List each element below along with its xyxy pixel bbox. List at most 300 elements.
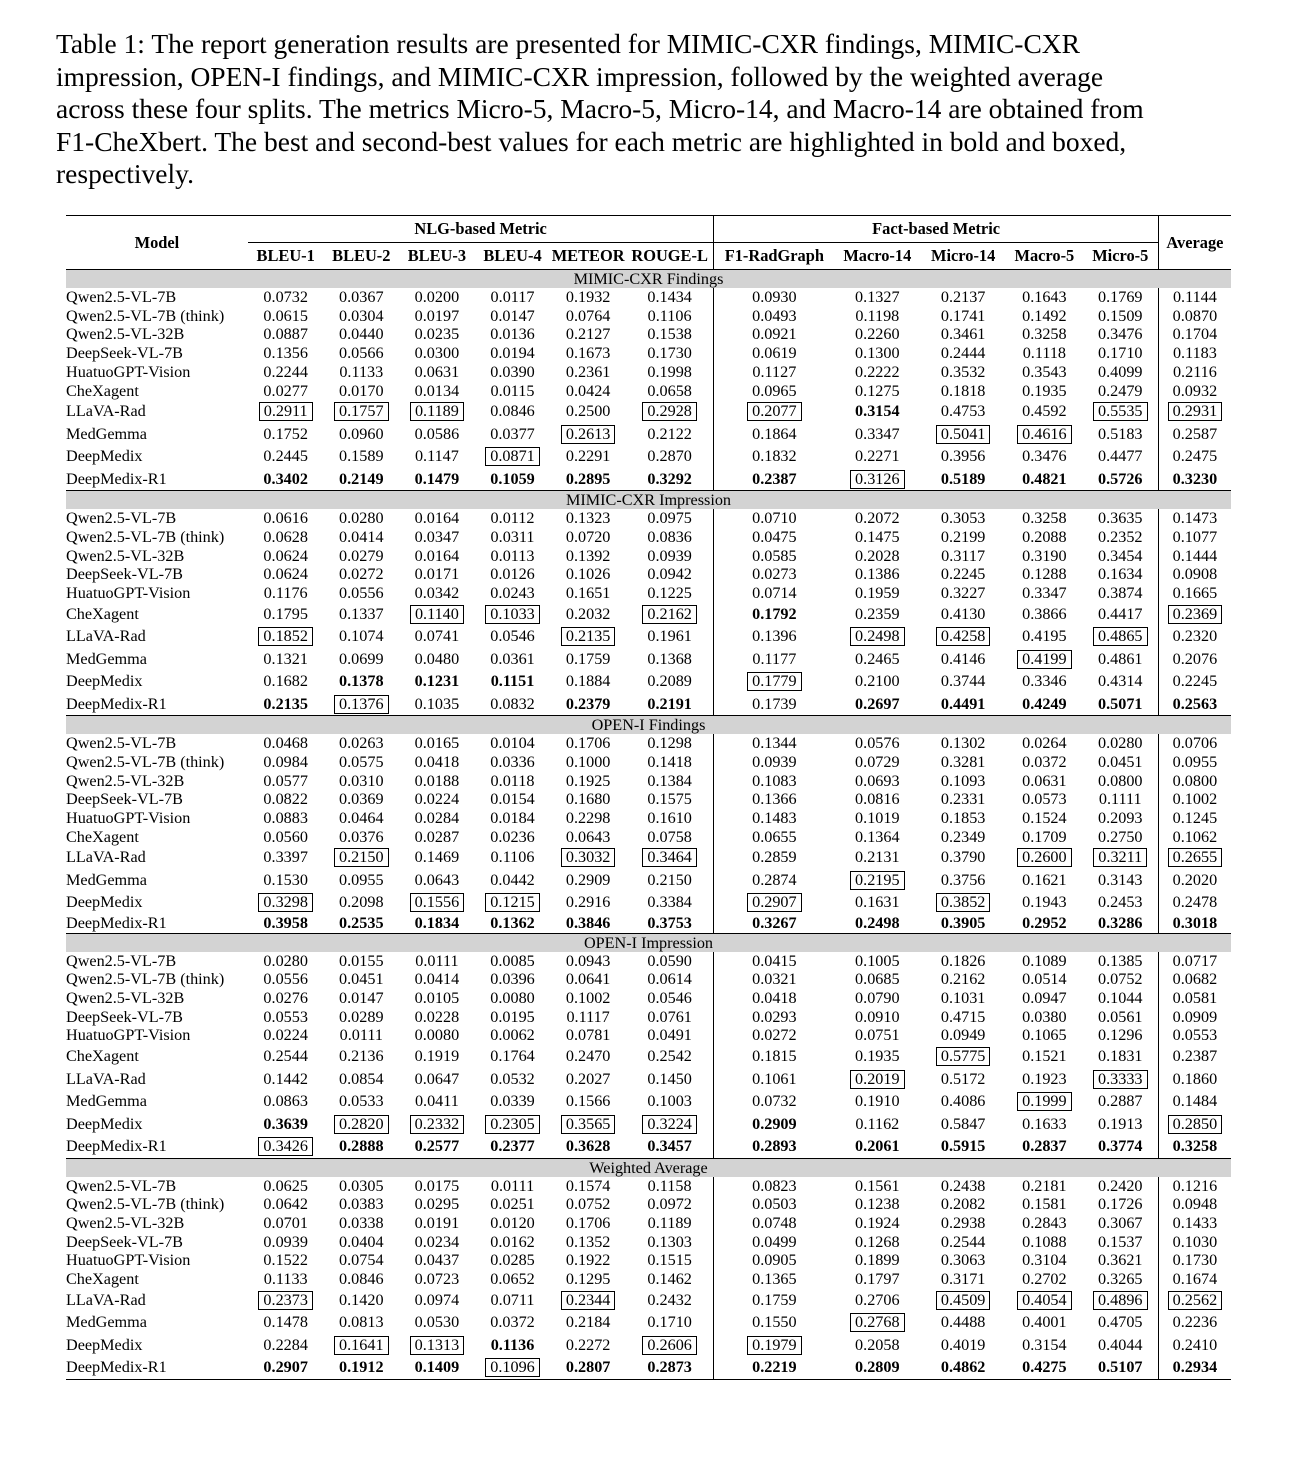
bold-value: 0.1362 bbox=[490, 913, 535, 932]
value-cell bbox=[1006, 891, 1083, 914]
value: 0.0930 bbox=[752, 288, 797, 306]
bold-value: 0.2934 bbox=[1172, 1358, 1218, 1377]
value-cell bbox=[1158, 1135, 1231, 1158]
value-cell bbox=[714, 1068, 835, 1091]
bold-value: 0.1059 bbox=[490, 469, 535, 488]
value: 0.0590 bbox=[647, 951, 692, 970]
bold-value: 0.3286 bbox=[1098, 913, 1143, 932]
value-cell bbox=[920, 1195, 1006, 1214]
value-cell bbox=[550, 1008, 626, 1027]
boxed-value: 0.2655 bbox=[1168, 848, 1223, 867]
value-cell bbox=[1083, 547, 1159, 566]
value-cell bbox=[1083, 468, 1159, 491]
value: 0.1295 bbox=[565, 1270, 611, 1289]
value: 0.0723 bbox=[414, 1270, 460, 1289]
model-name-cell: HuatuoGPT-Vision bbox=[66, 809, 191, 828]
boxed-value: 0.1215 bbox=[485, 893, 540, 912]
value: 0.1352 bbox=[565, 1232, 611, 1251]
value: 0.0699 bbox=[339, 649, 384, 668]
value-cell bbox=[475, 288, 551, 307]
value: 0.2359 bbox=[855, 604, 900, 623]
value-cell bbox=[920, 603, 1006, 626]
value-cell bbox=[626, 1135, 714, 1158]
value-cell bbox=[920, 445, 1006, 468]
value: 0.4146 bbox=[940, 649, 986, 668]
value: 0.0647 bbox=[414, 1069, 460, 1088]
value-cell bbox=[323, 914, 399, 933]
table-row bbox=[66, 625, 1231, 648]
value-cell bbox=[626, 1251, 714, 1270]
value-cell bbox=[399, 325, 475, 344]
bold-value: 0.4249 bbox=[1022, 694, 1067, 713]
value-cell bbox=[248, 382, 324, 401]
value-cell bbox=[248, 828, 324, 847]
value: 0.0573 bbox=[1022, 790, 1067, 809]
value-cell bbox=[248, 846, 324, 869]
value-cell bbox=[550, 307, 626, 326]
value: 0.0112 bbox=[490, 509, 535, 528]
value-cell bbox=[550, 382, 626, 401]
value: 0.1005 bbox=[855, 951, 900, 970]
value-cell bbox=[323, 445, 399, 468]
boxed-value: 0.3298 bbox=[258, 893, 313, 912]
value: 0.0781 bbox=[565, 1026, 611, 1045]
value-cell bbox=[323, 869, 399, 892]
value-cell bbox=[834, 772, 920, 791]
boxed-value: 0.0871 bbox=[485, 447, 540, 466]
value-cell bbox=[1158, 325, 1231, 344]
value: 0.0615 bbox=[263, 306, 308, 325]
value-cell bbox=[248, 648, 324, 671]
value: 0.1118 bbox=[1022, 344, 1067, 363]
value-cell bbox=[920, 1334, 1006, 1357]
value: 0.2199 bbox=[940, 527, 986, 546]
value-cell bbox=[475, 603, 551, 626]
value: 0.1935 bbox=[1022, 381, 1067, 400]
value: 0.0939 bbox=[647, 546, 692, 565]
value-cell bbox=[714, 809, 835, 828]
column-header: BLEU-4 bbox=[483, 246, 542, 265]
value-cell bbox=[323, 325, 399, 344]
value: 0.2028 bbox=[855, 546, 900, 565]
value-cell bbox=[1006, 307, 1083, 326]
table-body bbox=[66, 270, 1231, 1380]
boxed-value: 0.2019 bbox=[850, 1070, 905, 1089]
boxed-value: 0.5535 bbox=[1093, 402, 1148, 421]
bold-value: 0.2377 bbox=[490, 1137, 535, 1156]
value: 0.2887 bbox=[1098, 1092, 1143, 1111]
model-name-cell: Qwen2.5-VL-7B bbox=[66, 509, 177, 528]
value: 0.1524 bbox=[1022, 809, 1067, 828]
value: 0.0616 bbox=[263, 509, 308, 528]
value: 0.1884 bbox=[565, 672, 611, 691]
value-cell bbox=[920, 400, 1006, 423]
value-cell bbox=[1083, 1135, 1159, 1158]
value-cell bbox=[834, 625, 920, 648]
value: 0.0113 bbox=[490, 546, 535, 565]
value-cell bbox=[626, 1177, 714, 1196]
value: 0.0614 bbox=[647, 970, 692, 989]
value-cell bbox=[1083, 648, 1159, 671]
value: 0.1420 bbox=[339, 1290, 384, 1309]
value-cell bbox=[1158, 1026, 1231, 1045]
value-cell bbox=[1083, 790, 1159, 809]
value-cell bbox=[248, 670, 324, 693]
value-cell bbox=[1006, 363, 1083, 382]
value-cell bbox=[834, 1177, 920, 1196]
value-cell bbox=[714, 670, 835, 693]
value-cell bbox=[1006, 288, 1083, 307]
value-cell bbox=[920, 547, 1006, 566]
value: 0.0800 bbox=[1172, 771, 1218, 790]
value: 0.0195 bbox=[490, 1007, 535, 1026]
boxed-value: 0.1313 bbox=[410, 1336, 465, 1355]
value-cell bbox=[1006, 1356, 1083, 1379]
boxed-value: 0.3565 bbox=[561, 1115, 616, 1134]
value: 0.2500 bbox=[565, 402, 611, 421]
value: 0.1730 bbox=[647, 344, 692, 363]
value-cell bbox=[714, 528, 835, 547]
value-cell bbox=[475, 509, 551, 528]
value: 0.1296 bbox=[1098, 1026, 1143, 1045]
value-cell bbox=[920, 869, 1006, 892]
value: 0.0085 bbox=[490, 951, 535, 970]
model-name-cell: DeepSeek-VL-7B bbox=[66, 1232, 183, 1251]
value: 0.0955 bbox=[1172, 752, 1218, 771]
value-cell bbox=[834, 914, 920, 933]
value: 0.1475 bbox=[855, 527, 900, 546]
value: 0.1674 bbox=[1172, 1270, 1218, 1289]
value-cell bbox=[475, 1233, 551, 1252]
value-cell bbox=[550, 1289, 626, 1312]
value: 0.2706 bbox=[855, 1290, 900, 1309]
value-cell bbox=[550, 1334, 626, 1357]
value: 0.4592 bbox=[1022, 402, 1067, 421]
value-cell bbox=[1083, 914, 1159, 933]
value-cell bbox=[248, 445, 324, 468]
value: 0.3454 bbox=[1098, 546, 1143, 565]
value-cell bbox=[714, 693, 835, 716]
value: 0.1759 bbox=[565, 649, 611, 668]
value-cell bbox=[1006, 1135, 1083, 1158]
value-cell bbox=[1158, 1068, 1231, 1091]
value: 0.0300 bbox=[414, 344, 460, 363]
boxed-value: 0.2613 bbox=[561, 425, 616, 444]
bold-value: 0.1151 bbox=[490, 672, 535, 691]
value: 0.0175 bbox=[414, 1176, 460, 1195]
value: 0.2162 bbox=[940, 970, 986, 989]
table-row bbox=[66, 693, 1231, 716]
value: 0.1730 bbox=[1172, 1251, 1218, 1270]
value: 0.3227 bbox=[940, 584, 986, 603]
value: 0.0339 bbox=[490, 1092, 535, 1111]
value-cell bbox=[714, 288, 835, 307]
value-cell bbox=[475, 869, 551, 892]
value: 0.0908 bbox=[1172, 565, 1218, 584]
value: 0.1550 bbox=[752, 1313, 797, 1332]
boxed-value: 0.4896 bbox=[1093, 1291, 1148, 1310]
value: 0.0414 bbox=[414, 970, 460, 989]
value: 0.2181 bbox=[1022, 1176, 1067, 1195]
value: 0.1797 bbox=[855, 1270, 900, 1289]
value: 0.0813 bbox=[339, 1313, 384, 1332]
value: 0.0499 bbox=[752, 1232, 797, 1251]
value-cell bbox=[323, 846, 399, 869]
value-cell bbox=[399, 307, 475, 326]
value: 0.2361 bbox=[565, 362, 611, 381]
value: 0.1998 bbox=[647, 362, 692, 381]
value: 0.0939 bbox=[263, 1232, 308, 1251]
value: 0.2465 bbox=[855, 649, 900, 668]
value-cell bbox=[1083, 307, 1159, 326]
value-cell bbox=[920, 1214, 1006, 1233]
value: 0.1631 bbox=[855, 893, 900, 912]
value-cell bbox=[399, 509, 475, 528]
value-cell bbox=[1158, 625, 1231, 648]
boxed-value: 0.1999 bbox=[1017, 1092, 1072, 1111]
value: 0.1492 bbox=[1022, 306, 1067, 325]
model-name-cell: DeepSeek-VL-7B bbox=[66, 790, 183, 809]
value: 0.1111 bbox=[1098, 790, 1142, 809]
value: 0.0566 bbox=[339, 344, 384, 363]
value-cell bbox=[1006, 1289, 1083, 1312]
value-cell bbox=[1158, 828, 1231, 847]
value-cell bbox=[323, 1334, 399, 1357]
model-name-cell: DeepSeek-VL-7B bbox=[66, 565, 183, 584]
value: 0.1030 bbox=[1172, 1232, 1218, 1251]
value: 0.1853 bbox=[940, 809, 986, 828]
value: 0.0305 bbox=[339, 1176, 384, 1195]
bold-value: 0.1834 bbox=[414, 913, 460, 932]
value-cell bbox=[1158, 468, 1231, 491]
value: 0.2320 bbox=[1172, 627, 1218, 646]
value-cell bbox=[834, 952, 920, 971]
value-cell bbox=[323, 1270, 399, 1289]
value: 0.0863 bbox=[263, 1092, 308, 1111]
value-cell bbox=[550, 1195, 626, 1214]
value: 0.1673 bbox=[565, 344, 611, 363]
value: 0.0390 bbox=[490, 362, 535, 381]
value: 0.0585 bbox=[752, 546, 797, 565]
value-cell bbox=[1006, 468, 1083, 491]
model-name-cell: Qwen2.5-VL-7B (think) bbox=[66, 306, 225, 325]
value: 0.0575 bbox=[339, 752, 384, 771]
value-cell bbox=[714, 1177, 835, 1196]
bold-value: 0.3639 bbox=[263, 1114, 308, 1133]
value-cell bbox=[1158, 1311, 1231, 1334]
value: 0.2859 bbox=[752, 848, 797, 867]
value-cell bbox=[550, 772, 626, 791]
value-cell bbox=[475, 400, 551, 423]
value-cell bbox=[834, 989, 920, 1008]
value-cell bbox=[550, 1356, 626, 1379]
value-cell bbox=[399, 1270, 475, 1289]
value-cell bbox=[550, 734, 626, 753]
bold-value: 0.2379 bbox=[565, 694, 611, 713]
value-cell bbox=[834, 1008, 920, 1027]
bold-value: 0.3267 bbox=[752, 913, 797, 932]
value-cell bbox=[1158, 363, 1231, 382]
value-cell bbox=[550, 989, 626, 1008]
value-cell bbox=[323, 288, 399, 307]
value-cell bbox=[714, 363, 835, 382]
value-cell bbox=[550, 828, 626, 847]
value-cell bbox=[714, 1214, 835, 1233]
value-cell bbox=[626, 846, 714, 869]
model-name-cell: DeepMedix-R1 bbox=[66, 1137, 167, 1156]
value-cell bbox=[920, 648, 1006, 671]
value: 0.0372 bbox=[490, 1313, 535, 1332]
value: 0.0372 bbox=[1022, 752, 1067, 771]
value-cell bbox=[248, 1270, 324, 1289]
value-cell bbox=[834, 869, 920, 892]
value: 0.2131 bbox=[855, 848, 900, 867]
bold-value: 0.2837 bbox=[1022, 1137, 1067, 1156]
value: 0.0711 bbox=[490, 1290, 535, 1309]
value-cell bbox=[1006, 1233, 1083, 1252]
value-cell bbox=[550, 1090, 626, 1113]
value: 0.0965 bbox=[752, 381, 797, 400]
value: 0.4086 bbox=[940, 1092, 986, 1111]
model-name-cell: CheXagent bbox=[66, 1270, 139, 1289]
value: 0.0310 bbox=[339, 771, 384, 790]
value-cell bbox=[920, 382, 1006, 401]
value: 0.0224 bbox=[263, 1026, 308, 1045]
model-name-cell: DeepMedix bbox=[66, 1114, 143, 1133]
section-header-row bbox=[66, 1158, 1231, 1177]
bold-value: 0.2219 bbox=[752, 1358, 797, 1377]
value: 0.0111 bbox=[490, 1176, 535, 1195]
value-cell bbox=[626, 1270, 714, 1289]
value-cell bbox=[475, 1026, 551, 1045]
value: 0.0732 bbox=[263, 288, 308, 306]
value: 0.0285 bbox=[490, 1251, 535, 1270]
value-cell bbox=[714, 344, 835, 363]
value: 0.2137 bbox=[940, 288, 986, 306]
value: 0.1366 bbox=[752, 790, 797, 809]
value-cell bbox=[1006, 1068, 1083, 1091]
value: 0.3476 bbox=[1098, 325, 1143, 344]
value: 0.1083 bbox=[752, 771, 797, 790]
value: 0.0243 bbox=[490, 584, 535, 603]
value: 0.1133 bbox=[263, 1270, 308, 1289]
value: 0.2432 bbox=[647, 1290, 692, 1309]
value-cell bbox=[1158, 952, 1231, 971]
value: 0.0932 bbox=[1172, 381, 1218, 400]
value-cell bbox=[1158, 914, 1231, 933]
value-cell bbox=[834, 288, 920, 307]
value-cell bbox=[714, 1334, 835, 1357]
value-cell bbox=[920, 1177, 1006, 1196]
value-cell bbox=[399, 734, 475, 753]
value: 0.0701 bbox=[263, 1214, 308, 1233]
value-cell bbox=[323, 891, 399, 914]
value-cell bbox=[714, 1045, 835, 1068]
value-cell bbox=[626, 1214, 714, 1233]
value-cell bbox=[475, 989, 551, 1008]
value: 0.2072 bbox=[855, 509, 900, 528]
value: 0.0411 bbox=[414, 1092, 459, 1111]
value: 0.1303 bbox=[647, 1232, 692, 1251]
boxed-value: 0.2332 bbox=[410, 1115, 465, 1134]
value: 0.1515 bbox=[647, 1251, 692, 1270]
model-name-cell: Qwen2.5-VL-32B bbox=[66, 1214, 185, 1233]
value-cell bbox=[626, 1113, 714, 1136]
model-name-cell: MedGemma bbox=[66, 1092, 147, 1111]
boxed-value: 0.1140 bbox=[410, 605, 464, 624]
value: 0.1706 bbox=[565, 734, 611, 753]
value-cell bbox=[1083, 625, 1159, 648]
value-cell bbox=[834, 790, 920, 809]
value-cell bbox=[626, 603, 714, 626]
value-cell bbox=[475, 952, 551, 971]
value: 0.1530 bbox=[263, 870, 308, 889]
value: 0.1462 bbox=[647, 1270, 692, 1289]
value-cell bbox=[399, 869, 475, 892]
value-cell bbox=[714, 1113, 835, 1136]
value-cell bbox=[1083, 1008, 1159, 1027]
value: 0.0367 bbox=[339, 288, 384, 306]
table-row bbox=[66, 547, 1231, 566]
value-cell bbox=[1158, 734, 1231, 753]
caption-line: respectively. bbox=[56, 158, 194, 190]
value: 0.1288 bbox=[1022, 565, 1067, 584]
value-cell bbox=[550, 952, 626, 971]
value-cell bbox=[399, 423, 475, 446]
value-cell bbox=[475, 1068, 551, 1091]
value-cell bbox=[714, 828, 835, 847]
value: 0.0264 bbox=[1022, 734, 1067, 753]
value: 0.0556 bbox=[263, 970, 308, 989]
value-cell bbox=[626, 1233, 714, 1252]
value: 0.0619 bbox=[752, 344, 797, 363]
boxed-value: 0.2077 bbox=[747, 402, 802, 421]
value: 0.1484 bbox=[1172, 1092, 1218, 1111]
boxed-value: 0.2600 bbox=[1017, 848, 1072, 867]
column-header: Micro-5 bbox=[1092, 246, 1149, 265]
value-cell bbox=[248, 809, 324, 828]
value: 0.0117 bbox=[490, 288, 535, 306]
boxed-value: 0.2606 bbox=[642, 1336, 697, 1355]
bold-value: 0.1479 bbox=[414, 469, 460, 488]
value-cell bbox=[323, 603, 399, 626]
boxed-value: 0.1779 bbox=[747, 672, 802, 691]
value-cell bbox=[399, 1214, 475, 1233]
value-cell bbox=[1158, 1251, 1231, 1270]
value-cell bbox=[323, 670, 399, 693]
value-cell bbox=[475, 790, 551, 809]
value: 0.2750 bbox=[1098, 827, 1143, 846]
value-cell bbox=[920, 565, 1006, 584]
value-cell bbox=[714, 1008, 835, 1027]
value-cell bbox=[323, 693, 399, 716]
value: 0.2150 bbox=[647, 870, 692, 889]
value: 0.0910 bbox=[855, 1007, 900, 1026]
boxed-value: 0.2562 bbox=[1168, 1291, 1223, 1310]
value: 0.2843 bbox=[1022, 1214, 1067, 1233]
value-cell bbox=[248, 1233, 324, 1252]
value-cell bbox=[248, 528, 324, 547]
value: 0.1385 bbox=[1098, 951, 1143, 970]
table-row bbox=[66, 952, 1231, 971]
value: 0.0120 bbox=[490, 1214, 535, 1233]
value-cell bbox=[475, 772, 551, 791]
model-name-cell: DeepMedix-R1 bbox=[66, 694, 167, 713]
value-cell bbox=[920, 693, 1006, 716]
value: 0.1935 bbox=[855, 1047, 900, 1066]
value-cell bbox=[1006, 1195, 1083, 1214]
value: 0.2245 bbox=[1172, 672, 1218, 691]
